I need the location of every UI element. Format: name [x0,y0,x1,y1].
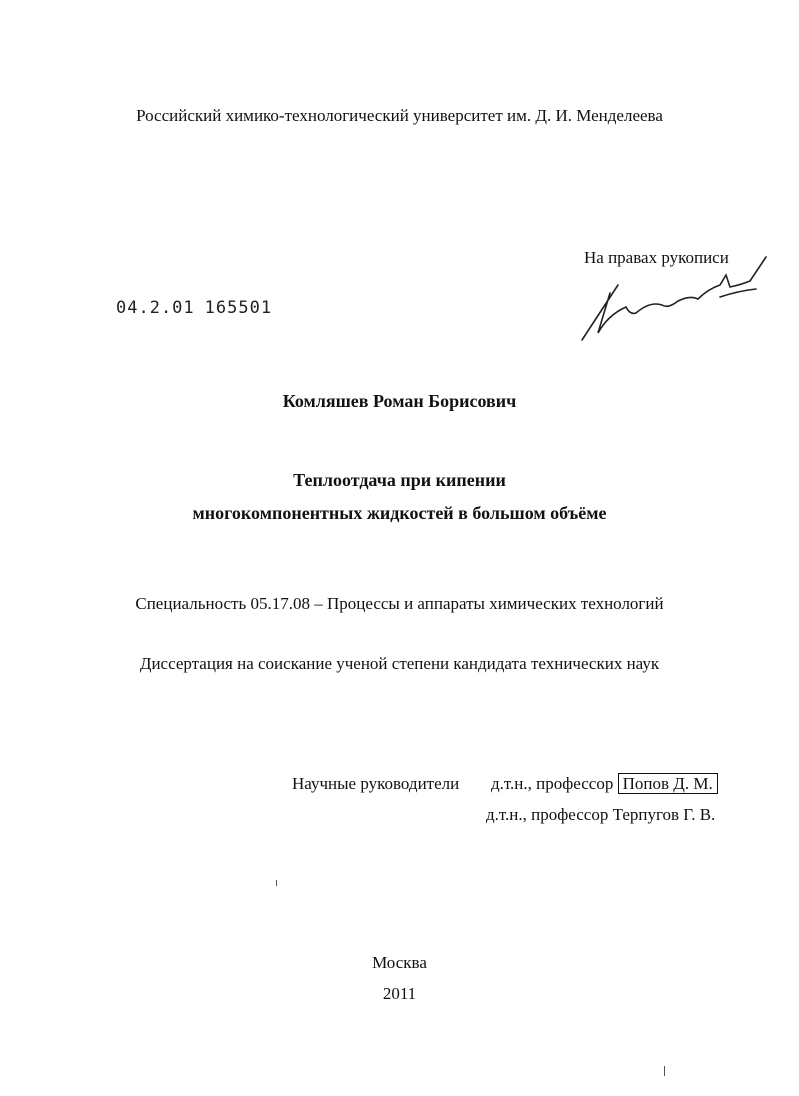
stamp-code-b: 165501 [204,298,273,318]
university-name: Российский химико-технологический университет им. Д. И. Менделеева [136,106,663,125]
archive-stamp [116,298,272,318]
scan-speck [276,880,277,886]
supervisor-name: Терпугов Г. В. [612,805,716,824]
supervisor-row [486,805,715,825]
author-name: Комляшев Роман Борисович [282,391,517,411]
scan-speck [664,1066,665,1076]
stamp-code-a: 04.2.01 [116,298,195,318]
manuscript-rights-label: На правах рукописи [584,248,729,267]
supervisors-label: Научные руководители [292,774,460,793]
supervisor-title: д.т.н., профессор [486,805,609,824]
signature-image [570,245,770,355]
supervisor-name: Попов Д. М. [618,773,718,794]
supervisor-row [491,774,718,794]
specialty-line: Специальность 05.17.08 – Процессы и аппараты химических технологий [135,594,664,613]
supervisor-title: д.т.н., профессор [491,774,614,793]
city: Москва [372,953,427,972]
degree-line: Диссертация на соискание ученой степени кандидата технических наук [139,654,660,673]
thesis-title-line1: Теплоотдача при кипении [293,470,506,490]
year: 2011 [382,984,417,1003]
thesis-title-line2: многокомпонентных жидкостей в большом объёме [192,503,607,523]
